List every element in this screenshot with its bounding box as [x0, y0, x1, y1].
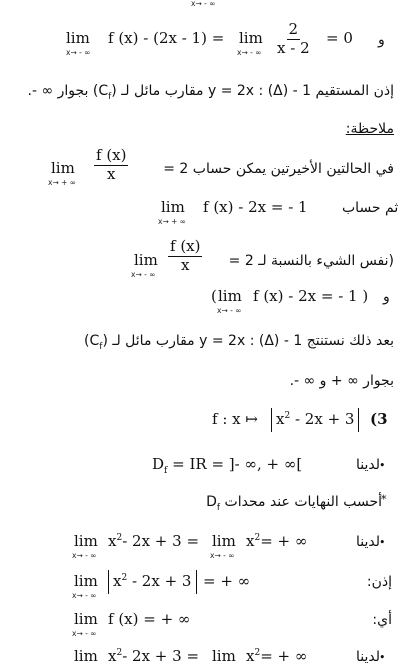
- abs-right-bar: [358, 408, 359, 432]
- line-7: [0, 330, 400, 352]
- limits-heading: أحسب النهايات عند محدات $D_f$: [206, 494, 382, 513]
- expr: f (x) = + ∞: [108, 610, 191, 628]
- poly: $x^2-$ 2x + 3 =: [108, 532, 200, 550]
- lim-sub: x→ + ∞: [48, 178, 77, 187]
- lim-sub: x→ - ∞: [72, 629, 97, 638]
- text: لدينا: [355, 649, 380, 665]
- lim: lim: [218, 287, 242, 305]
- fraction: [277, 22, 310, 57]
- abs-inner: $x^2 - 2x + 3$: [113, 572, 192, 590]
- lim: lim: [74, 610, 98, 628]
- tail: $x^2=$ + ∞: [246, 532, 308, 550]
- line-2: [0, 80, 400, 102]
- poly: $x^2-$ 2x + 3 =: [108, 647, 200, 665]
- bullet: •: [379, 651, 386, 664]
- line-15: [0, 645, 400, 667]
- lim2: lim: [212, 532, 236, 550]
- lim2: lim: [239, 29, 263, 47]
- lim: lim: [134, 251, 158, 269]
- expr: f (x) - (2x - 1) =: [108, 29, 225, 47]
- lim: lim: [161, 198, 185, 216]
- lim2-sub: x→ - ∞: [210, 551, 235, 560]
- denominator: x - 2: [277, 38, 310, 57]
- tail: = + ∞: [203, 572, 251, 590]
- abs-right-bar: [196, 570, 197, 594]
- lim-sub: x→ - ∞: [72, 551, 97, 560]
- note-text: في الحالتين الأخيرتين يمكن حساب 2 =: [163, 161, 394, 177]
- lim: lim: [74, 532, 98, 550]
- abs-left-bar: [108, 570, 109, 594]
- open-paren: (: [211, 287, 217, 305]
- lim-sub: x→ - ∞: [131, 270, 156, 279]
- line-13: [0, 570, 400, 600]
- item-number: (3: [370, 410, 388, 428]
- lim: lim: [66, 29, 90, 47]
- note-title: ملاحظة:: [345, 121, 394, 137]
- waw: و: [378, 32, 385, 48]
- deduction-text: بعد ذلك نستنتج 1 - y = 2x : (Δ) مقارب مائل لـ $(C_f)$: [84, 333, 394, 352]
- fraction: $\frac{f (x)}{x}$: [96, 146, 127, 183]
- line-8: [0, 370, 400, 392]
- lim: lim: [74, 647, 98, 665]
- func-def: f : x ↦: [212, 410, 258, 428]
- neighborhood-text: بجوار ∞ + و ∞ -.: [289, 373, 394, 389]
- line-11: [0, 490, 400, 512]
- domain-expr: $D_f$ = IR = ]- ∞, + ∞[: [152, 455, 303, 476]
- line-4: [0, 196, 400, 226]
- waw: و: [383, 289, 390, 305]
- tail: $x^2=$ + ∞: [246, 647, 308, 665]
- bullet: •: [379, 459, 386, 472]
- line-10: [0, 453, 400, 475]
- lim2: lim: [212, 647, 236, 665]
- line-14: [0, 608, 400, 638]
- text: لدينا: [355, 457, 380, 473]
- expr: f (x) - 2x = - 1 ): [253, 287, 369, 305]
- text: أي:: [372, 612, 392, 628]
- tail: = 0: [326, 29, 353, 47]
- abs-left-bar: [271, 408, 272, 432]
- lim-sub: x→ - ∞: [72, 591, 97, 600]
- bullet: •: [379, 536, 386, 549]
- lim2-sub: x→ - ∞: [237, 48, 262, 57]
- note-title-line: [0, 118, 400, 140]
- line-1: [0, 20, 400, 57]
- star: *: [381, 493, 387, 506]
- text: لدينا: [355, 534, 380, 550]
- lim: lim: [51, 159, 75, 177]
- lim-sub: x→ - ∞: [217, 306, 242, 315]
- line-6: [0, 286, 400, 315]
- line-9: [0, 408, 400, 430]
- text: (نفس الشيء بالنسبة لـ 2 =: [228, 253, 394, 269]
- lim: lim: [74, 572, 98, 590]
- lim-sub: x→ - ∞: [66, 48, 91, 57]
- line-12: [0, 530, 400, 560]
- text: إذن:: [366, 574, 392, 590]
- line-3: [0, 145, 400, 187]
- line-5: [0, 237, 400, 279]
- abs-inner: $x^2 - 2x + 3$: [276, 410, 355, 428]
- top-fragment: x→ - ∞: [191, 0, 216, 8]
- lim-sub: x→ + ∞: [158, 217, 187, 226]
- fraction: $\frac{f (x)}{x}$: [170, 237, 201, 274]
- numerator: 2: [288, 20, 299, 38]
- text: ثم حساب: [342, 200, 399, 216]
- expr: f (x) - 2x = - 1: [203, 198, 308, 216]
- conclusion-text: إذن المستقيم 1 - y = 2x : (Δ) مقارب مائل لـ $(C_f)$ بجوار ∞ -.: [27, 83, 394, 102]
